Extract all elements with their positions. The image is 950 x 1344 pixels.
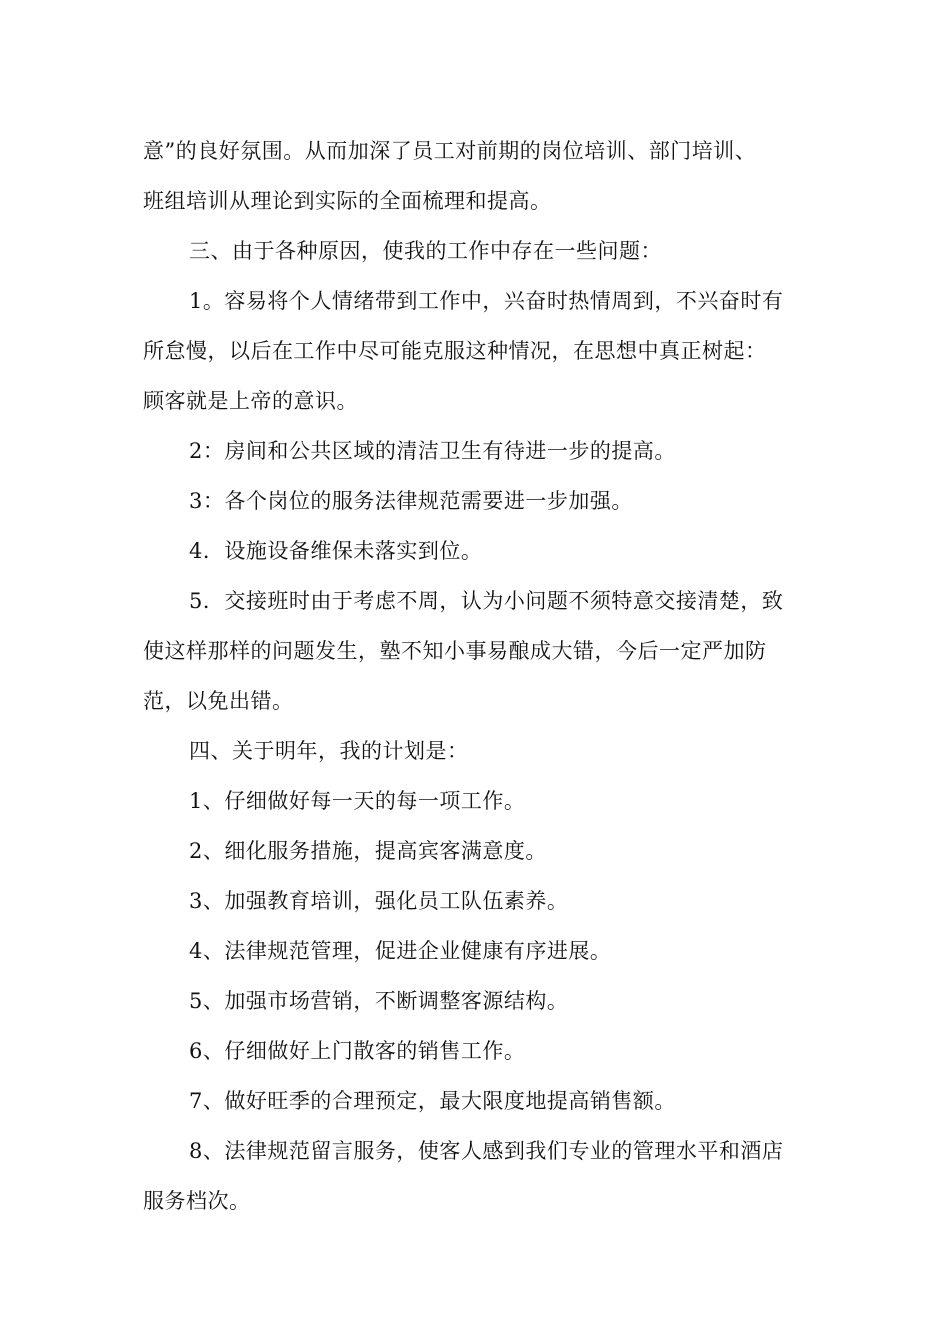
list-item: 7、做好旺季的合理预定，最大限度地提高销售额。 [189,1089,676,1113]
list-item: 6、仔细做好上门散客的销售工作。 [189,1039,526,1063]
text-line: 顾客就是上帝的意识。 [143,389,358,413]
text-line: 范，以免出错。 [143,689,294,713]
list-item: 5、加强市场营销，不断调整客源结构。 [189,989,569,1013]
list-item: 3：各个岗位的服务法律规范需要进一步加强。 [189,489,633,513]
list-item: 4．设施设备维保未落实到位。 [189,539,483,563]
list-item: 2：房间和公共区域的清洁卫生有待进一步的提高。 [189,439,676,463]
text-line: 班组培训从理论到实际的全面梳理和提高。 [143,189,552,213]
text-line: 使这样那样的问题发生，塾不知小事易酿成大错，今后一定严加防 [143,639,767,663]
text-line: 意”的良好氛围。从而加深了员工对前期的岗位培训、部门培训、 [143,139,757,163]
list-item: 5．交接班时由于考虑不周，认为小问题不须特意交接清楚，致 [189,589,784,613]
section-heading: 四、关于明年，我的计划是： [189,739,469,763]
list-item: 4、法律规范管理，促进企业健康有序进展。 [189,939,612,963]
list-item: 3、加强教育培训，强化员工队伍素养。 [189,889,569,913]
text-line: 服务档次。 [143,1189,251,1213]
text-line: 所怠慢，以后在工作中尽可能克服这种情况，在思想中真正树起： [143,339,767,363]
list-item: 1。容易将个人情绪带到工作中，兴奋时热情周到，不兴奋时有 [189,289,784,313]
section-heading: 三、由于各种原因，使我的工作中存在一些问题： [189,239,662,263]
list-item: 2、细化服务措施，提高宾客满意度。 [189,839,547,863]
list-item: 1、仔细做好每一天的每一项工作。 [189,789,526,813]
list-item: 8、法律规范留言服务，使客人感到我们专业的管理水平和酒店 [189,1139,784,1163]
